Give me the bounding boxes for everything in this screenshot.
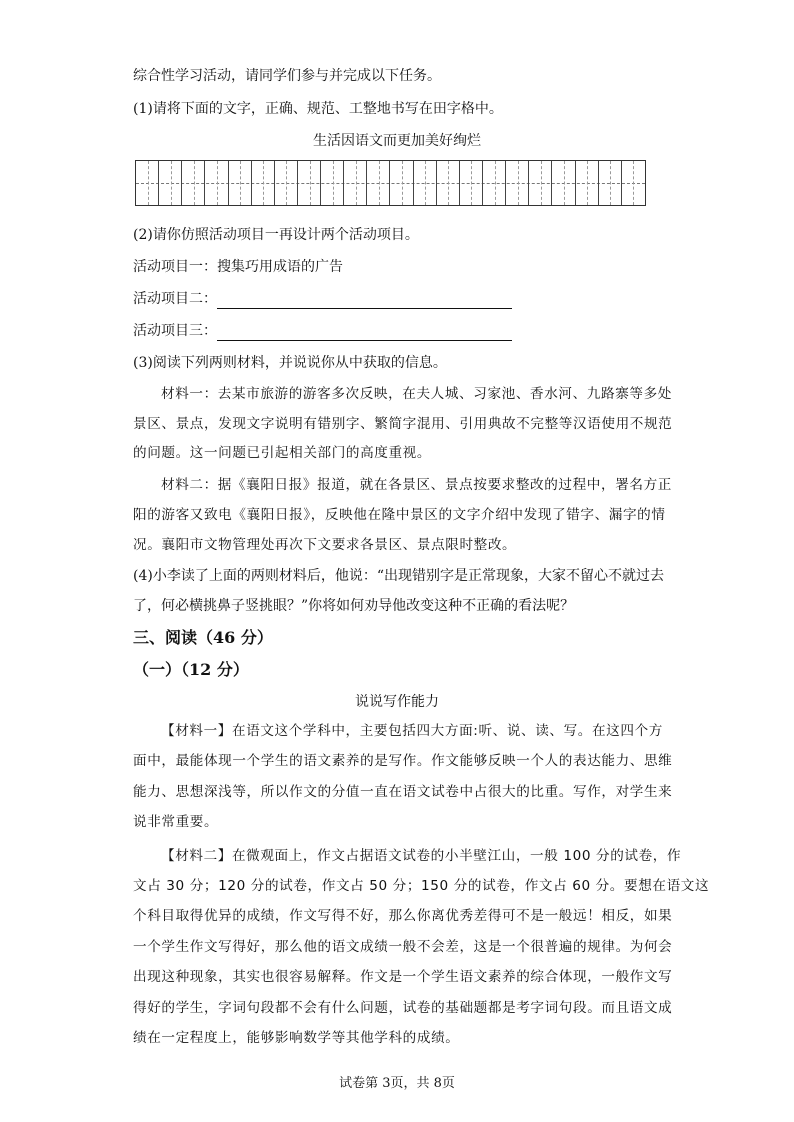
grid-cell[interactable] xyxy=(205,161,228,205)
grid-cell-guide xyxy=(286,161,287,205)
grid-cell[interactable] xyxy=(483,161,506,205)
page-footer: 试卷第 3页，共 8页 xyxy=(339,1076,455,1091)
activity-item-2-label: 活动项目二： xyxy=(133,291,217,307)
grid-cell[interactable] xyxy=(622,161,645,205)
grid-cell-guide xyxy=(379,161,380,205)
grid-cell-guide xyxy=(356,161,357,205)
grid-cell-guide xyxy=(633,161,634,205)
q2-prompt: (2)请你仿照活动项目一再设计两个活动项目。 xyxy=(133,227,419,243)
activity-item-3-label: 活动项目三： xyxy=(133,323,217,339)
material-2-line: 阳的游客又致电《襄阳日报》，反映他在隆中景区的文字介绍中发现了错字、漏字的情 xyxy=(133,507,666,523)
subsection-heading: （一）（12 分） xyxy=(133,660,249,679)
grid-cell[interactable] xyxy=(599,161,622,205)
grid-cell-guide xyxy=(194,161,195,205)
q1-phrase: 生活因语文而更加美好绚烂 xyxy=(313,133,481,149)
article-material-2-line: 出现这种现象，其实也很容易解释。作文是一个学生语文素养的综合体现，一般作文写 xyxy=(133,969,673,985)
article-material-1-line: 说非常重要。 xyxy=(133,814,219,830)
grid-cell[interactable] xyxy=(252,161,275,205)
grid-cell[interactable] xyxy=(437,161,460,205)
grid-cell[interactable] xyxy=(136,161,159,205)
grid-cell-guide xyxy=(448,161,449,205)
article-material-2-line: 个科目取得优异的成绩，作文写得不好，那么你离优秀差得可不是一般远！相反，如果 xyxy=(133,908,673,924)
article-material-1-line: 能力、思想深浅等，所以作文的分值一直在语文试卷中占很大的比重。写作，对学生来 xyxy=(133,784,673,800)
grid-cell-guide xyxy=(587,161,588,205)
material-2-line: 材料二：据《襄阳日报》报道，就在各景区、景点按要求整改的过程中，署名方正 xyxy=(161,477,672,493)
activity-item-3-answer-line[interactable] xyxy=(217,326,512,341)
grid-cell[interactable] xyxy=(298,161,321,205)
material-2-line: 况。襄阳市文物管理处再次下文要求各景区、景点限时整改。 xyxy=(133,537,517,553)
article-title: 说说写作能力 xyxy=(355,694,439,710)
grid-cell-guide xyxy=(425,161,426,205)
q1-prompt: (1)请将下面的文字，正确、规范、工整地书写在田字格中。 xyxy=(133,101,503,117)
activity-item-3 xyxy=(133,321,512,341)
article-material-2-line: 绩在一定程度上，能够影响数学等其他学科的成绩。 xyxy=(133,1030,460,1046)
grid-cell[interactable] xyxy=(275,161,298,205)
grid-cell[interactable] xyxy=(529,161,552,205)
activity-item-2 xyxy=(133,289,512,309)
material-1-line: 景区、景点，发现文字说明有错别字、繁简字混用、引用典故不完整等汉语使用不规范 xyxy=(133,416,673,432)
grid-cell[interactable] xyxy=(414,161,437,205)
intro-text: 综合性学习活动，请同学们参与并完成以下任务。 xyxy=(133,68,441,84)
article-material-2-line: 得好的学生，字词句段都不会有什么问题，试卷的基础题都是考字词句段。而且语文成 xyxy=(133,1000,673,1016)
grid-cell[interactable] xyxy=(159,161,182,205)
grid-cell-guide xyxy=(564,161,565,205)
grid-cell[interactable] xyxy=(367,161,390,205)
grid-cell[interactable] xyxy=(460,161,483,205)
article-material-2-line: 文占 30 分；120 分的试卷，作文占 50 分；150 分的试卷，作文占 60 分。要想在语文这 xyxy=(133,878,710,894)
grid-cell-guide xyxy=(471,161,472,205)
grid-cell[interactable] xyxy=(552,161,575,205)
grid-cell-guide xyxy=(217,161,218,205)
grid-cell-guide xyxy=(333,161,334,205)
grid-cell-guide xyxy=(541,161,542,205)
article-material-1-line: 【材料一】在语文这个学科中，主要包括四大方面:听、说、读、写。在这四个方 xyxy=(161,723,663,739)
q3-prompt: (3)阅读下列两则材料，并说说你从中获取的信息。 xyxy=(133,355,447,371)
grid-cell-guide xyxy=(610,161,611,205)
activity-item-2-answer-line[interactable] xyxy=(217,294,512,309)
grid-cell-guide xyxy=(518,161,519,205)
article-material-1-line: 面中，最能体现一个学生的语文素养的是写作。作文能够反映一个人的表达能力、思维 xyxy=(133,753,673,769)
article-material-2-line: 一个学生作文写得好，那么他的语文成绩一般不会差，这是一个很普遍的规律。为何会 xyxy=(133,939,673,955)
grid-cell-guide xyxy=(310,161,311,205)
q4-line: (4)小李读了上面的两则材料后，他说：“出现错别字是正常现象，大家不留心不就过去 xyxy=(133,568,664,584)
article-material-2-line: 【材料二】在微观面上，作文占据语文试卷的小半壁江山，一般 100 分的试卷，作 xyxy=(161,848,682,864)
section-heading: 三、阅读（46 分） xyxy=(133,628,273,647)
q4-line: 了，何必横挑鼻子竖挑眼？”你将如何劝导他改变这种不正确的看法呢？ xyxy=(133,598,575,614)
grid-cell[interactable] xyxy=(344,161,367,205)
grid-cell[interactable] xyxy=(321,161,344,205)
material-1-line: 的问题。这一问题已引起相关部门的高度重视。 xyxy=(133,445,432,461)
grid-cell-guide xyxy=(402,161,403,205)
grid-cell-guide xyxy=(495,161,496,205)
grid-cell[interactable] xyxy=(229,161,252,205)
grid-cell-guide xyxy=(263,161,264,205)
grid-cell-guide xyxy=(148,161,149,205)
material-1-line: 材料一：去某市旅游的游客多次反映，在夫人城、习家池、香水河、九路寨等多处 xyxy=(161,386,672,402)
grid-cell[interactable] xyxy=(506,161,529,205)
grid-cell[interactable] xyxy=(391,161,414,205)
tianzige-grid[interactable] xyxy=(135,160,646,206)
grid-cell[interactable] xyxy=(576,161,599,205)
activity-item-1: 活动项目一：搜集巧用成语的广告 xyxy=(133,259,343,275)
grid-cell-guide xyxy=(240,161,241,205)
grid-cell[interactable] xyxy=(182,161,205,205)
grid-cell-guide xyxy=(171,161,172,205)
